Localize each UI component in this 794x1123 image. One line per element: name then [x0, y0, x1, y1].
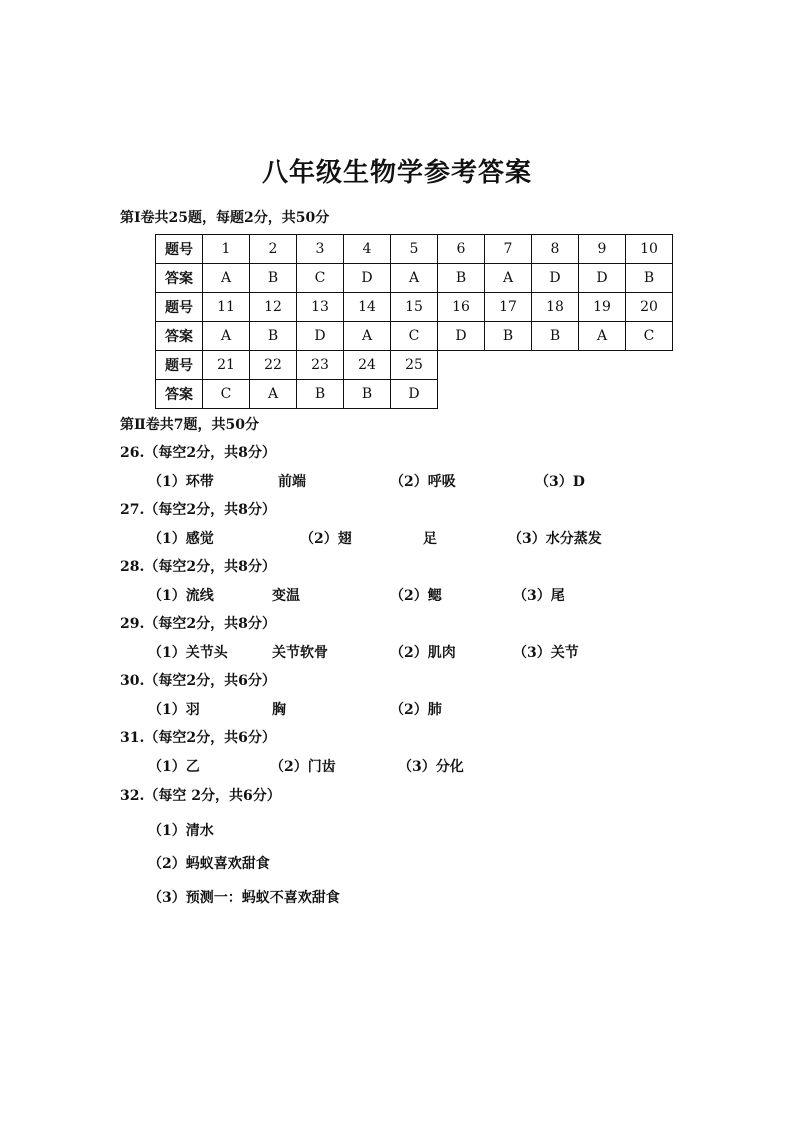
question-30-label: 30.（每空2分，共6分）	[120, 673, 276, 689]
table-row	[156, 322, 673, 351]
table-row	[156, 351, 673, 380]
row-header: 题号	[156, 351, 203, 380]
table-cell: B	[297, 380, 344, 409]
answer-text: （2）肺	[390, 702, 442, 718]
answer-text: （1）羽	[148, 702, 200, 718]
table-cell: B	[485, 322, 532, 351]
table-cell: A	[250, 380, 297, 409]
answer-text: 关节软骨	[272, 645, 328, 661]
table-cell: 1	[203, 235, 250, 264]
answer-text: （2）蚂蚁喜欢甜食	[148, 856, 270, 872]
answer-text: （1）流线	[148, 588, 214, 604]
table-row	[156, 235, 673, 264]
answer-text: （3）预测一：蚂蚁不喜欢甜食	[148, 890, 340, 906]
table-cell: 2	[250, 235, 297, 264]
answer-text: （2）门齿	[270, 759, 336, 775]
table-cell: D	[579, 264, 626, 293]
table-cell: 7	[485, 235, 532, 264]
empty-area	[438, 380, 673, 409]
table-cell: 25	[391, 351, 438, 380]
answer-text: （2）翅	[300, 531, 352, 547]
table-cell: B	[250, 264, 297, 293]
question-31-label: 31.（每空2分，共6分）	[120, 730, 276, 746]
table-cell: 23	[297, 351, 344, 380]
question-27-label: 27.（每空2分，共8分）	[120, 502, 276, 518]
table-cell: 12	[250, 293, 297, 322]
table-row	[156, 380, 673, 409]
table-cell: A	[391, 264, 438, 293]
answer-text: 足	[423, 531, 437, 547]
table-cell: D	[344, 264, 391, 293]
table-cell: 3	[297, 235, 344, 264]
table-cell: 10	[626, 235, 673, 264]
table-cell: 24	[344, 351, 391, 380]
table-cell: 17	[485, 293, 532, 322]
question-28-label: 28.（每空2分，共8分）	[120, 559, 276, 575]
answer-text: （1）环带	[148, 474, 214, 490]
document-title: 八年级生物学参考答案	[261, 158, 532, 188]
question-29-label: 29.（每空2分，共8分）	[120, 616, 276, 632]
answer-table	[155, 234, 673, 409]
answer-text: （2）鳃	[390, 588, 442, 604]
table-cell: 16	[438, 293, 485, 322]
table-cell: A	[203, 264, 250, 293]
section-2-heading: 第Ⅱ卷共7题，共50分	[120, 417, 260, 433]
table-cell: A	[344, 322, 391, 351]
table-cell: D	[532, 264, 579, 293]
answer-text: （3）尾	[513, 588, 565, 604]
table-cell: A	[485, 264, 532, 293]
table-cell: B	[438, 264, 485, 293]
table-cell: 9	[579, 235, 626, 264]
answer-text: 前端	[278, 474, 306, 490]
row-header: 答案	[156, 264, 203, 293]
table-cell: 15	[391, 293, 438, 322]
empty-area	[438, 351, 673, 380]
answer-text: （1）感觉	[148, 531, 214, 547]
answer-text: （3）关节	[513, 645, 579, 661]
table-cell: A	[203, 322, 250, 351]
table-row	[156, 293, 673, 322]
answer-text: （3）分化	[398, 759, 464, 775]
table-cell: B	[250, 322, 297, 351]
table-cell: A	[579, 322, 626, 351]
question-26-label: 26.（每空2分，共8分）	[120, 445, 276, 461]
answer-text: （2）呼吸	[390, 474, 456, 490]
section-1-heading: 第Ⅰ卷共25题，每题2分，共50分	[120, 210, 330, 226]
table-cell: B	[626, 264, 673, 293]
table-cell: D	[438, 322, 485, 351]
table-cell: B	[532, 322, 579, 351]
question-32-label: 32.（每空 2分，共6分）	[120, 788, 281, 804]
table-row	[156, 264, 673, 293]
table-cell: 11	[203, 293, 250, 322]
table-cell: D	[391, 380, 438, 409]
table-cell: 18	[532, 293, 579, 322]
answer-text: （1）关节头	[148, 645, 228, 661]
row-header: 答案	[156, 380, 203, 409]
row-header: 答案	[156, 322, 203, 351]
table-cell: 21	[203, 351, 250, 380]
answer-text: （1）清水	[148, 823, 214, 839]
table-cell: B	[344, 380, 391, 409]
row-header: 题号	[156, 293, 203, 322]
row-header: 题号	[156, 235, 203, 264]
table-cell: 8	[532, 235, 579, 264]
table-cell: 4	[344, 235, 391, 264]
answer-text: （2）肌肉	[390, 645, 456, 661]
answer-text: （3）水分蒸发	[508, 531, 602, 547]
answer-text: 胸	[272, 702, 286, 718]
table-cell: C	[297, 264, 344, 293]
table-cell: C	[626, 322, 673, 351]
table-cell: D	[297, 322, 344, 351]
table-cell: 20	[626, 293, 673, 322]
table-cell: 6	[438, 235, 485, 264]
table-cell: 14	[344, 293, 391, 322]
table-cell: 19	[579, 293, 626, 322]
answer-text: （3）D	[535, 474, 585, 490]
answer-text: （1）乙	[148, 759, 200, 775]
answer-text: 变温	[272, 588, 300, 604]
table-cell: C	[203, 380, 250, 409]
table-cell: 5	[391, 235, 438, 264]
table-cell: 13	[297, 293, 344, 322]
table-cell: C	[391, 322, 438, 351]
table-cell: 22	[250, 351, 297, 380]
